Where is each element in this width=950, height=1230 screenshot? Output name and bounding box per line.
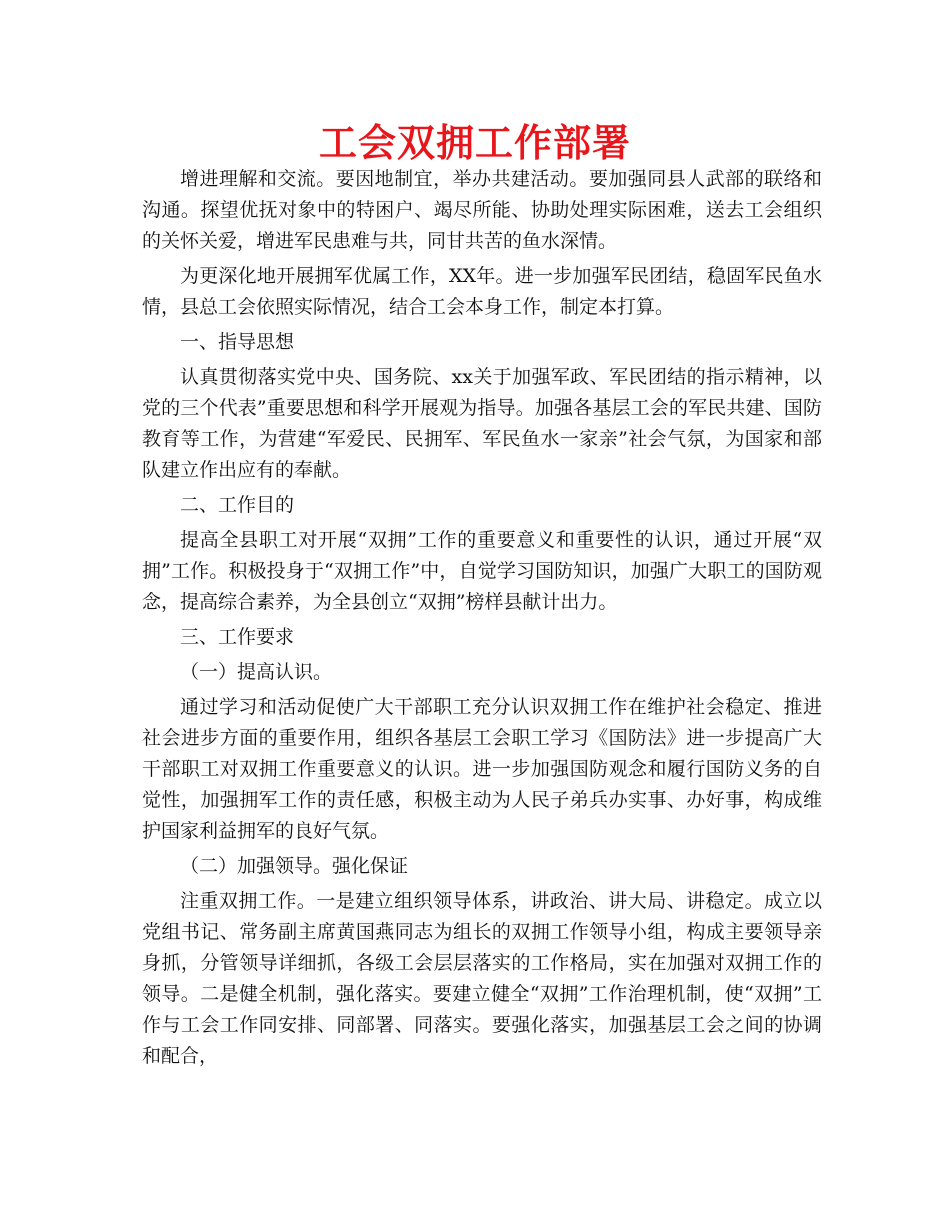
document-body <box>142 164 822 1076</box>
body-paragraph: 通过学习和活动促使广大干部职工充分认识双拥工作在维护社会稳定、推进社会进步方面的重要作用，组织各基层工会职工学习《国防法》进一步提高广大干部职工对双拥工作重要意义的认识。进一步加强国防观念和履行国防义务的自觉性，加强拥军工作的责任感，积极主动为人民子弟兵办实事、办好事，构成维护国家利益拥军的良好气氛。 <box>142 696 822 842</box>
section-heading: 二、工作目的 <box>180 494 295 516</box>
body-paragraph: 注重双拥工作。一是建立组织领导体系，讲政治、讲大局、讲稳定。成立以党组书记、常务副主席黄国燕同志为组长的双拥工作领导小组，构成主要领导亲身抓，分管领导详细抓，各级工会层层落实的工作格局，实在加强对双拥工作的领导。二是健全机制，强化落实。要建立健全“双拥”工作治理机制，使“双拥”工作与工会工作同安排、同部署、同落实。要强化落实，加强基层工会之间的协调和配合， <box>142 890 822 1067</box>
document-title: 工会双拥工作部署 <box>318 121 631 165</box>
section-heading: （一）提高认识。 <box>180 661 333 683</box>
body-paragraph: 增进理解和交流。要因地制宜，举办共建活动。要加强同县人武部的联络和沟通。探望优抚对象中的特困户、竭尽所能、协助处理实际困难，送去工会组织的关怀关爱，增进军民患难与共，同甘共苦的鱼水深情。 <box>142 168 822 252</box>
body-paragraph: 为更深化地开展拥军优属工作，XX年。进一步加强军民团结，稳固军民鱼水情，县总工会依照实际情况，结合工会本身工作，制定本打算。 <box>142 265 822 318</box>
body-paragraph: 认真贯彻落实党中央、国务院、xx关于加强军政、军民团结的指示精神，以党的三个代表”重要思想和科学开展观为指导。加强各基层工会的军民共建、国防教育等工作，为营建“军爱民、民拥军、军民鱼水一家亲”社会气氛，为国家和部队建立作出应有的奉献。 <box>142 366 822 481</box>
section-heading: （二）加强领导。强化保证 <box>180 855 409 877</box>
section-heading: 三、工作要求 <box>180 626 295 648</box>
body-paragraph: 提高全县职工对开展“双拥”工作的重要意义和重要性的认识，通过开展“双拥”工作。积极投身于“双拥工作”中，自觉学习国防知识，加强广大职工的国防观念，提高综合素养，为全县创立“双拥”榜样县献计出力。 <box>142 529 822 613</box>
section-heading: 一、指导思想 <box>180 331 295 353</box>
